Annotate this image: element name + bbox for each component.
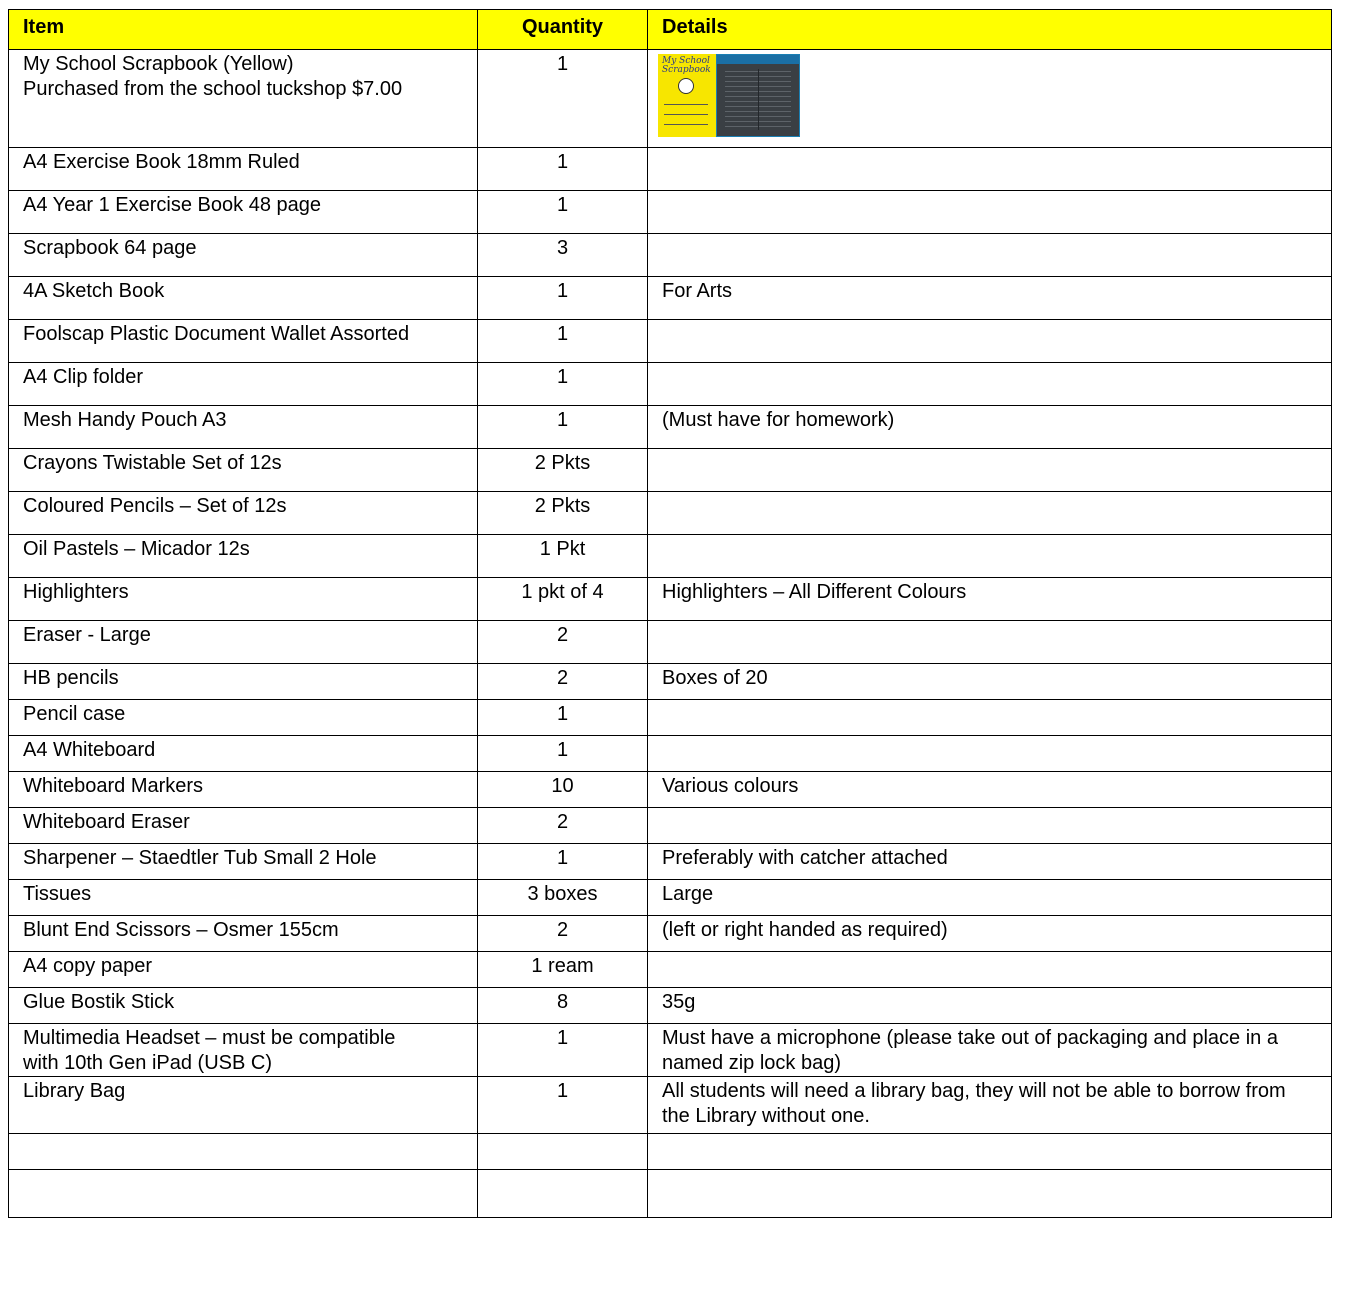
details-cell	[648, 449, 1332, 492]
details-cell	[648, 1170, 1332, 1218]
table-row	[9, 191, 1332, 234]
item-text: Tissues	[23, 883, 92, 905]
item-cell	[9, 578, 478, 621]
details-cell	[648, 952, 1332, 988]
item-cell	[9, 234, 478, 277]
quantity-cell: 1	[478, 1077, 648, 1134]
item-cell	[9, 191, 478, 234]
quantity-cell: 1	[478, 1024, 648, 1077]
table-row	[9, 664, 1332, 700]
table-row	[9, 406, 1332, 449]
quantity-cell: 3	[478, 234, 648, 277]
item-text: Purchased from the school tuckshop $7.00	[23, 78, 403, 100]
quantity-cell: 1	[478, 700, 648, 736]
table-row	[9, 952, 1332, 988]
item-text: Mesh Handy Pouch A3	[23, 409, 227, 431]
item-text: A4 Clip folder	[23, 366, 144, 388]
child-face-icon	[678, 78, 694, 94]
details-cell	[648, 320, 1332, 363]
item-cell	[9, 664, 478, 700]
quantity-cell: 2	[478, 808, 648, 844]
table-row	[9, 772, 1332, 808]
item-cell	[9, 952, 478, 988]
item-cell	[9, 736, 478, 772]
item-text: A4 Exercise Book 18mm Ruled	[23, 151, 300, 173]
table-row	[9, 808, 1332, 844]
item-cell	[9, 1134, 478, 1170]
table-row	[9, 880, 1332, 916]
quantity-cell: 2 Pkts	[478, 449, 648, 492]
details-cell	[648, 50, 1332, 148]
item-cell	[9, 277, 478, 320]
details-cell: All students will need a library bag, they will not be able to borrow from the Library without one.	[648, 1077, 1332, 1134]
details-cell: (Must have for homework)	[648, 406, 1332, 449]
quantity-cell: 1	[478, 363, 648, 406]
table-row	[9, 1170, 1332, 1218]
item-cell	[9, 1170, 478, 1218]
item-cell	[9, 700, 478, 736]
scrapbook-image	[658, 54, 800, 137]
scrapbook-cover	[658, 54, 716, 137]
item-cell	[9, 621, 478, 664]
item-text: Scrapbook 64 page	[23, 237, 197, 259]
scrapbook-cover-title: My School Scrapbook	[662, 56, 711, 75]
details-cell: (left or right handed as required)	[648, 916, 1332, 952]
quantity-cell: 3 boxes	[478, 880, 648, 916]
quantity-cell: 10	[478, 772, 648, 808]
item-text: Oil Pastels – Micador 12s	[23, 538, 250, 560]
details-cell	[648, 363, 1332, 406]
quantity-cell: 1	[478, 50, 648, 148]
item-cell	[9, 916, 478, 952]
item-cell	[9, 988, 478, 1024]
details-cell: Boxes of 20	[648, 664, 1332, 700]
item-text: Crayons Twistable Set of 12s	[23, 452, 282, 474]
details-cell	[648, 621, 1332, 664]
header-details: Details	[648, 10, 1332, 50]
details-cell	[648, 1134, 1332, 1170]
quantity-cell: 2	[478, 916, 648, 952]
item-cell	[9, 492, 478, 535]
details-cell	[648, 148, 1332, 191]
item-cell	[9, 880, 478, 916]
header-item: Item	[9, 10, 478, 50]
quantity-cell: 1	[478, 406, 648, 449]
quantity-cell: 1	[478, 320, 648, 363]
supply-list-table	[8, 9, 1332, 1218]
item-cell	[9, 148, 478, 191]
table-row	[9, 1134, 1332, 1170]
table-row	[9, 1024, 1332, 1077]
table-row	[9, 234, 1332, 277]
item-text: Whiteboard Markers	[23, 775, 204, 797]
table-row	[9, 700, 1332, 736]
quantity-cell	[478, 1170, 648, 1218]
item-cell	[9, 1024, 478, 1077]
table-row	[9, 277, 1332, 320]
details-cell	[648, 808, 1332, 844]
table-row	[9, 148, 1332, 191]
item-cell	[9, 320, 478, 363]
item-cell	[9, 844, 478, 880]
details-cell	[648, 700, 1332, 736]
item-text: Whiteboard Eraser	[23, 811, 190, 833]
item-text: A4 Whiteboard	[23, 739, 156, 761]
item-cell	[9, 1077, 478, 1134]
table-row	[9, 578, 1332, 621]
details-cell	[648, 736, 1332, 772]
details-cell: Preferably with catcher attached	[648, 844, 1332, 880]
quantity-cell: 2 Pkts	[478, 492, 648, 535]
quantity-cell: 1 Pkt	[478, 535, 648, 578]
table-row	[9, 492, 1332, 535]
details-cell	[648, 535, 1332, 578]
item-text: Coloured Pencils – Set of 12s	[23, 495, 287, 517]
table-row	[9, 320, 1332, 363]
header-quantity: Quantity	[478, 10, 648, 50]
quantity-cell: 2	[478, 664, 648, 700]
details-cell	[648, 492, 1332, 535]
details-cell: 35g	[648, 988, 1332, 1024]
item-text: Library Bag	[23, 1080, 126, 1102]
item-cell	[9, 449, 478, 492]
item-cell	[9, 535, 478, 578]
details-cell	[648, 191, 1332, 234]
quantity-cell: 1	[478, 736, 648, 772]
item-text: A4 Year 1 Exercise Book 48 page	[23, 194, 321, 216]
item-cell	[9, 406, 478, 449]
scrapbook-inside-pages	[716, 54, 800, 137]
item-text: Sharpener – Staedtler Tub Small 2 Hole	[23, 847, 377, 869]
item-cell	[9, 772, 478, 808]
table-row	[9, 363, 1332, 406]
table-row	[9, 916, 1332, 952]
quantity-cell: 1	[478, 277, 648, 320]
item-text: with 10th Gen iPad (USB C)	[23, 1052, 272, 1074]
item-text: A4 copy paper	[23, 955, 152, 977]
details-cell: Highlighters – All Different Colours	[648, 578, 1332, 621]
quantity-cell: 1	[478, 844, 648, 880]
item-cell	[9, 50, 478, 148]
details-cell: Large	[648, 880, 1332, 916]
item-text: Multimedia Headset – must be compatible	[23, 1027, 396, 1049]
item-text: Blunt End Scissors – Osmer 155cm	[23, 919, 339, 941]
item-text: Highlighters	[23, 581, 129, 603]
table-row	[9, 621, 1332, 664]
table-row	[9, 535, 1332, 578]
details-cell: Must have a microphone (please take out of packaging and place in a named zip lock bag)	[648, 1024, 1332, 1077]
details-cell: For Arts	[648, 277, 1332, 320]
table-row	[9, 844, 1332, 880]
quantity-cell: 1 ream	[478, 952, 648, 988]
quantity-cell: 1 pkt of 4	[478, 578, 648, 621]
item-cell	[9, 808, 478, 844]
item-cell	[9, 363, 478, 406]
item-text: Glue Bostik Stick	[23, 991, 175, 1013]
item-text: Pencil case	[23, 703, 126, 725]
quantity-cell: 2	[478, 621, 648, 664]
quantity-cell	[478, 1134, 648, 1170]
item-text: Foolscap Plastic Document Wallet Assorted	[23, 323, 410, 345]
table-row	[9, 736, 1332, 772]
item-text: 4A Sketch Book	[23, 280, 165, 302]
header-row	[9, 10, 1332, 50]
details-cell	[648, 234, 1332, 277]
quantity-cell: 8	[478, 988, 648, 1024]
table-row	[9, 1077, 1332, 1134]
item-text: Eraser - Large	[23, 624, 151, 646]
item-text: My School Scrapbook (Yellow)	[23, 53, 294, 75]
table-row	[9, 988, 1332, 1024]
table-row	[9, 449, 1332, 492]
quantity-cell: 1	[478, 191, 648, 234]
table-row	[9, 50, 1332, 148]
item-text: HB pencils	[23, 667, 119, 689]
details-cell: Various colours	[648, 772, 1332, 808]
quantity-cell: 1	[478, 148, 648, 191]
